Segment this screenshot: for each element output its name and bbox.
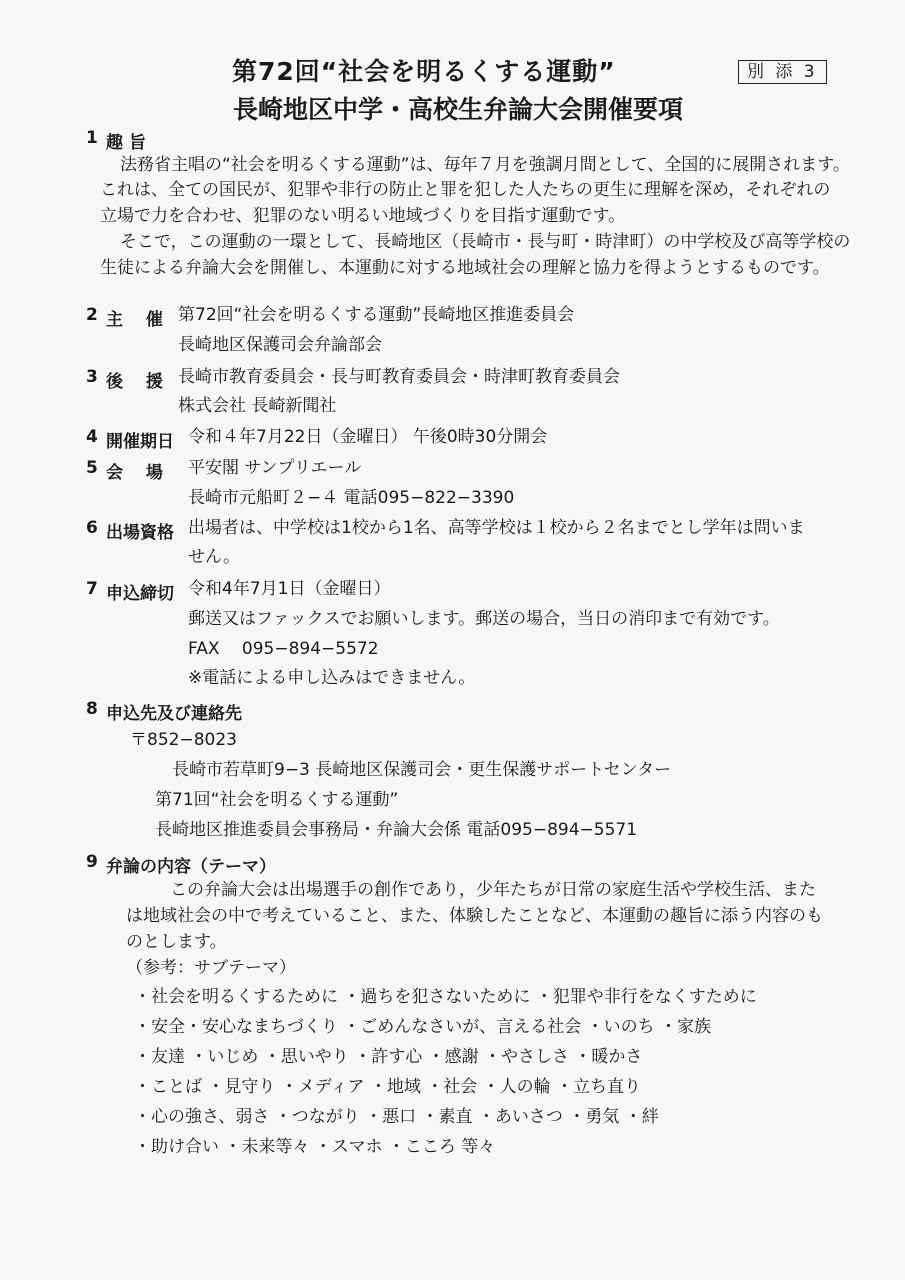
section-3-line: 長崎市教育委員会・長与町教育委員会・時津町教育委員会	[178, 367, 620, 387]
section-5-label: 会 場	[106, 463, 163, 483]
section-1-p2-line: 生徒による弁論大会を開催し、本運動に対する地域社会の理解と協力を得ようとするものです。	[100, 258, 830, 278]
section-5-number: 5	[86, 458, 98, 478]
section-6-line: せん。	[188, 547, 241, 567]
section-7-label: 申込締切	[106, 584, 174, 604]
section-2-line: 長崎地区保護司会弁論部会	[178, 335, 382, 355]
section-8-label: 申込先及び連絡先	[106, 704, 242, 724]
section-6-label: 出場資格	[106, 523, 174, 543]
subtheme-label: （参考：サブテーマ）	[126, 958, 296, 978]
section-4-line: 令和４年7月22日（金曜日） 午後0時30分開会	[188, 427, 548, 447]
subtheme-row: ・ことば ・見守り ・メディア ・地域 ・社会 ・人の輪 ・立ち直り	[134, 1077, 642, 1097]
section-7-line: ※電話による申し込みはできません。	[188, 668, 476, 688]
section-9-para-line: この弁論大会は出場選手の創作であり，少年たちが日常の家庭生活や学校生活、また	[170, 880, 816, 900]
section-9-label: 弁論の内容（テーマ）	[106, 857, 276, 877]
section-5-line: 長崎市元船町２−４ 電話095−822−3390	[188, 488, 515, 508]
section-1-p1-line: 立場で力を合わせ、犯罪のない明るい地域づくりを目指す運動です。	[100, 206, 626, 226]
section-2-number: 2	[86, 305, 98, 325]
section-6-number: 6	[86, 518, 98, 538]
section-7-line: 郵送又はファックスでお願いします。郵送の場合，当日の消印まで有効です。	[188, 609, 780, 629]
subtheme-row: ・心の強さ、弱さ ・つながり ・悪口 ・素直 ・あいさつ ・勇気 ・絆	[134, 1107, 659, 1127]
subtheme-row: ・社会を明るくするために ・過ちを犯さないために ・犯罪や非行をなくすために	[134, 987, 757, 1007]
section-8-line: 長崎地区推進委員会事務局・弁論大会係 電話095−894−5571	[155, 820, 638, 840]
subtheme-row: ・助け合い ・未来等々 ・スマホ ・こころ 等々	[134, 1137, 496, 1157]
section-9-para-line: は地域社会の中で考えていること、また、体験したことなど、本運動の趣旨に添う内容のも	[126, 906, 823, 926]
section-7-number: 7	[86, 579, 98, 599]
subtheme-row: ・安全・安心なまちづくり ・ごめんなさいが、言える社会 ・いのち ・家族	[134, 1017, 712, 1037]
section-4-number: 4	[86, 427, 98, 447]
section-2-line: 第72回“社会を明るくする運動”長崎地区推進委員会	[178, 305, 575, 325]
section-1-p1-line: 法務省主唱の“社会を明るくする運動”は、毎年７月を強調月間として、全国的に展開されます。	[120, 155, 850, 175]
section-1-label: 趣 旨	[106, 133, 146, 153]
section-7-line: 令和4年7月1日（金曜日）	[188, 579, 391, 599]
attachment-badge: 別 添 3	[738, 60, 827, 84]
section-9-number: 9	[86, 852, 98, 872]
subtheme-row: ・友達 ・いじめ ・思いやり ・許す心 ・感謝 ・やさしさ ・暖かさ	[134, 1047, 643, 1067]
section-3-number: 3	[86, 367, 98, 387]
section-8-line: 〒852−8023	[130, 730, 237, 750]
section-1-number: 1	[86, 128, 98, 148]
section-6-line: 出場者は、中学校は1校から1名、高等学校は１校から２名までとし学年は問いま	[188, 518, 805, 538]
section-5-line: 平安閣 サンプリエール	[188, 458, 362, 478]
section-8-line: 長崎市若草町9−3 長崎地区保護司会・更生保護サポートセンター	[172, 760, 672, 780]
title-line-2: 長崎地区中学・高校生弁論大会開催要項	[233, 95, 684, 124]
section-1-p1-line: これは、全ての国民が、犯罪や非行の防止と罪を犯した人たちの更生に理解を深め，それぞれの	[100, 180, 831, 200]
section-9-para-line: のとします。	[126, 932, 227, 952]
section-4-label: 開催期日	[106, 432, 174, 452]
section-8-number: 8	[86, 699, 98, 719]
section-1-p2-line: そこで，この運動の一環として、長崎地区（長崎市・長与町・時津町）の中学校及び高等学校の	[120, 232, 851, 252]
section-3-line: 株式会社 長崎新聞社	[178, 396, 337, 416]
section-2-label: 主 催	[106, 310, 163, 330]
section-8-line: 第71回“社会を明るくする運動”	[155, 790, 399, 810]
title-line-1: 第72回“社会を明るくする運動”	[232, 57, 616, 86]
section-3-label: 後 援	[106, 372, 163, 392]
section-7-line: FAX 095−894−5572	[188, 639, 379, 659]
